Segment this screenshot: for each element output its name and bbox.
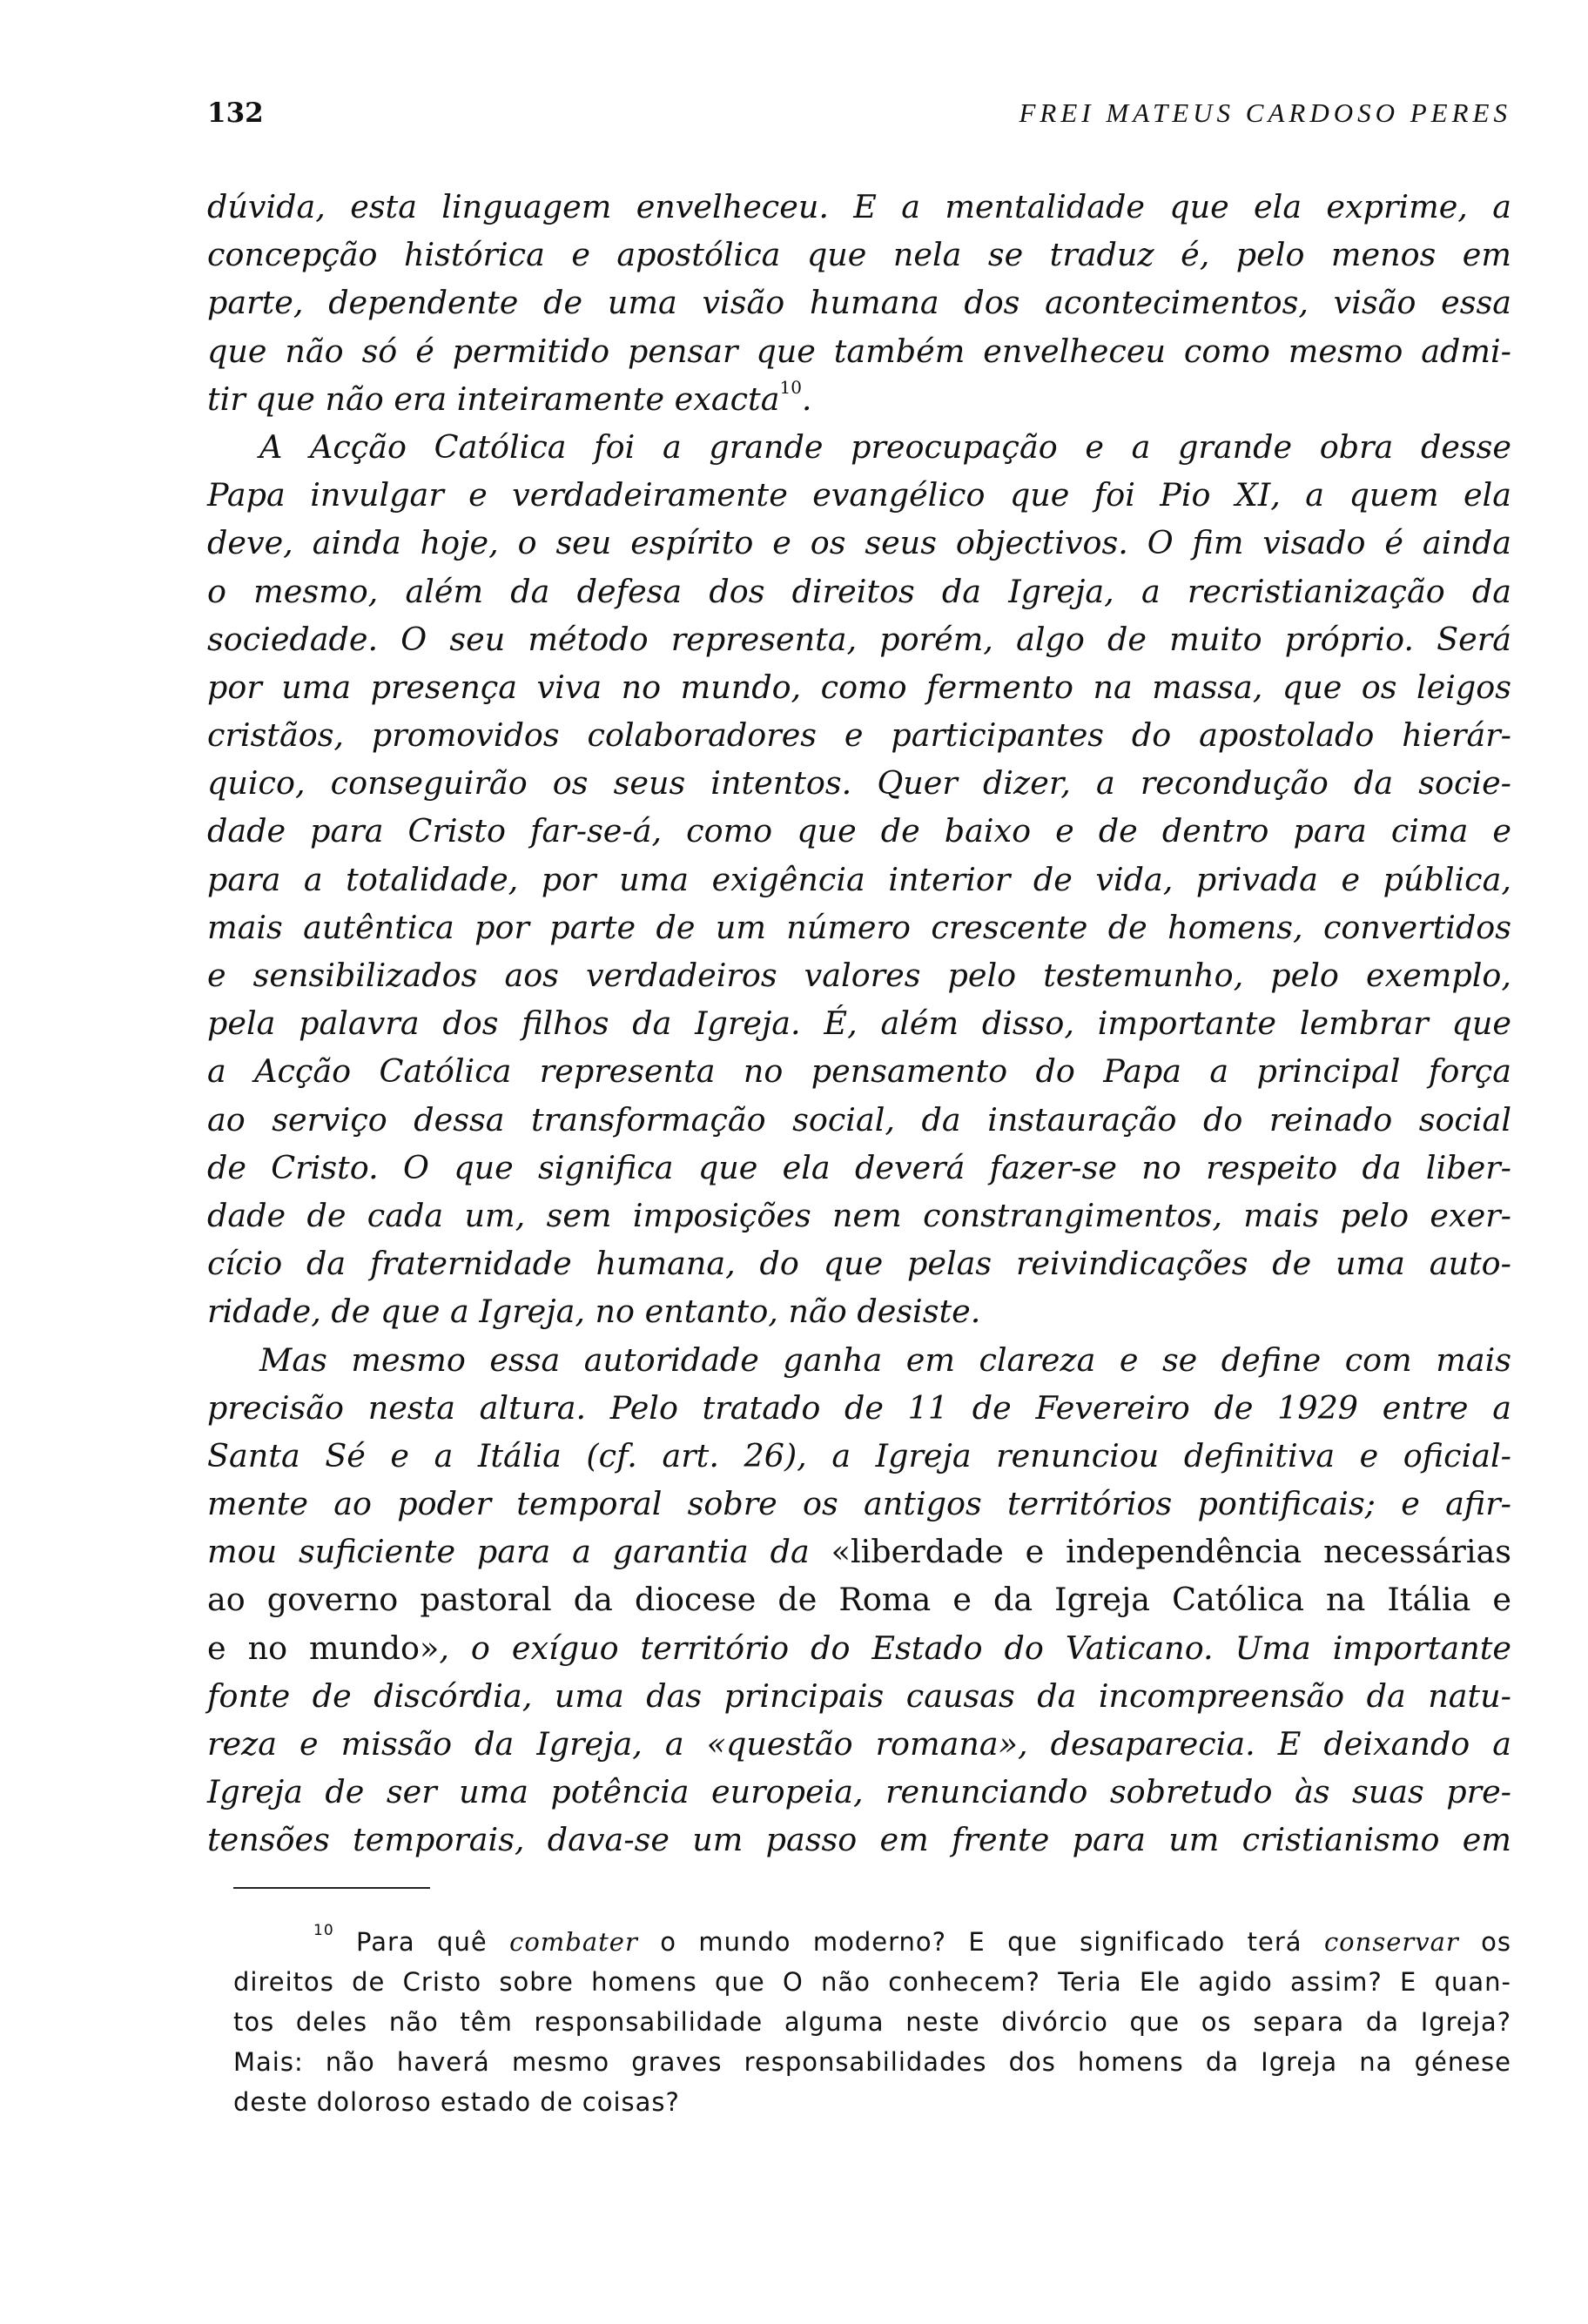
quotation-line: ao governo pastoral da diocese de Roma e da Igreja Católica na Itália e: [207, 1581, 1511, 1619]
text-fragment: , o exíguo território do Estado do Vaticano. Uma importante: [439, 1629, 1511, 1667]
emphasis-text: combater: [509, 1927, 638, 1957]
text-line: A Acção Católica foi a grande preocupação e a grande obra desse: [259, 427, 1511, 466]
text-line: Santa Sé e a Itália (cf. art. 26), a Igreja renunciou definitiva e oficial-: [207, 1436, 1511, 1474]
quotation-text: «liberdade e independência necessárias: [831, 1533, 1511, 1571]
footnote-line: [233, 1922, 1511, 1962]
text-line: por uma presença viva no mundo, como fermento na massa, que os leigos: [207, 668, 1511, 706]
running-head: [207, 97, 1511, 129]
body-text: [207, 183, 1511, 1864]
text-line: ridade, de que a Igreja, no entanto, não desiste.: [207, 1293, 981, 1331]
text-line: sociedade. O seu método representa, porém, algo de muito próprio. Será: [207, 620, 1511, 658]
text-line: [207, 375, 1511, 423]
text-fragment: Para quê: [356, 1927, 510, 1957]
footnote-separator: [233, 1887, 430, 1889]
text-line: a Acção Católica representa no pensamento do Papa a principal força: [207, 1052, 1511, 1091]
text-line: mente ao poder temporal sobre os antigos territórios pontificais; e afir-: [207, 1485, 1511, 1523]
page-number: 132: [207, 97, 264, 129]
text-fragment: mou suficiente para a garantia da: [207, 1533, 831, 1571]
text-fragment: .: [801, 379, 812, 418]
text-line: cristãos, promovidos colaboradores e participantes do apostolado hierár-: [207, 716, 1511, 755]
text-line: Papa invulgar e verdadeiramente evangélico que foi Pio XI, a quem ela: [207, 476, 1511, 514]
text-line: Igreja de ser uma potência europeia, renunciando sobretudo às suas pre-: [207, 1773, 1511, 1811]
text-fragment: os: [1458, 1927, 1511, 1957]
text-line: dade para Cristo far-se-á, como que de baixo e de dentro para cima e: [207, 812, 1511, 850]
footnotes: [233, 1922, 1511, 2122]
text-line: [207, 1624, 1511, 1672]
text-line: reza e missão da Igreja, a «questão romana», desaparecia. E deixando a: [207, 1725, 1511, 1763]
text-fragment: tir que não era inteiramente exacta: [207, 379, 780, 418]
text-line: mais autêntica por parte de um número crescente de homens, convertidos: [207, 908, 1511, 946]
emphasis-text: conservar: [1323, 1927, 1459, 1957]
footnote-reference: 10: [779, 376, 802, 398]
text-line: para a totalidade, por uma exigência interior de vida, privada e pública,: [207, 860, 1511, 898]
text-line: ao serviço dessa transformação social, da instauração do reinado social: [207, 1100, 1511, 1138]
footnote-line: deste doloroso estado de coisas?: [233, 2087, 680, 2117]
text-line: o mesmo, além da defesa dos direitos da Igreja, a recristianização da: [207, 572, 1511, 610]
text-line: quico, conseguirão os seus intentos. Quer dizer, a recondução da socie-: [207, 764, 1511, 803]
text-line: concepção histórica e apostólica que nela se traduz é, pelo menos em: [207, 236, 1511, 274]
footnote-line: tos deles não têm responsabilidade alguma neste divórcio que os separa da Igreja?: [233, 2007, 1511, 2037]
text-line: Mas mesmo essa autoridade ganha em clareza e se define com mais: [259, 1340, 1511, 1379]
footnote-line: Mais: não haverá mesmo graves responsabilidades dos homens da Igreja na génese: [233, 2047, 1511, 2077]
text-line: de Cristo. O que significa que ela deverá fazer-se no respeito da liber-: [207, 1148, 1511, 1186]
footnote-line: direitos de Cristo sobre homens que O não conhecem? Teria Ele agido assim? E quan-: [233, 1967, 1511, 1997]
text-line: cício da fraternidade humana, do que pelas reivindicações de uma auto-: [207, 1245, 1511, 1283]
text-line: e sensibilizados aos verdadeiros valores pelo testemunho, pelo exemplo,: [207, 957, 1511, 994]
text-line: [207, 1528, 1511, 1575]
text-line: fonte de discórdia, uma das principais causas da incompreensão da natu-: [207, 1676, 1511, 1715]
text-fragment: o mundo moderno? E que significado terá: [637, 1927, 1324, 1957]
text-line: parte, dependente de uma visão humana dos acontecimentos, visão essa: [207, 284, 1511, 322]
text-line: dade de cada um, sem imposições nem constrangimentos, mais pelo exer-: [207, 1196, 1511, 1234]
text-line: dúvida, esta linguagem envelheceu. E a mentalidade que ela exprime, a: [207, 188, 1511, 225]
text-line: precisão nesta altura. Pelo tratado de 11 de Fevereiro de 1929 entre a: [207, 1388, 1511, 1427]
running-title: FREI MATEUS CARDOSO PERES: [1019, 97, 1511, 128]
text-line: pela palavra dos filhos da Igreja. É, além disso, importante lembrar que: [207, 1004, 1511, 1043]
quotation-text: e no mundo»: [207, 1629, 440, 1667]
text-line: deve, ainda hoje, o seu espírito e os seus objectivos. O fim visado é ainda: [207, 524, 1511, 562]
text-line: que não só é permitido pensar que também envelheceu como mesmo admi-: [207, 332, 1511, 370]
footnote-number: 10: [313, 1922, 334, 1939]
text-line: tensões temporais, dava-se um passo em frente para um cristianismo em: [207, 1821, 1511, 1859]
